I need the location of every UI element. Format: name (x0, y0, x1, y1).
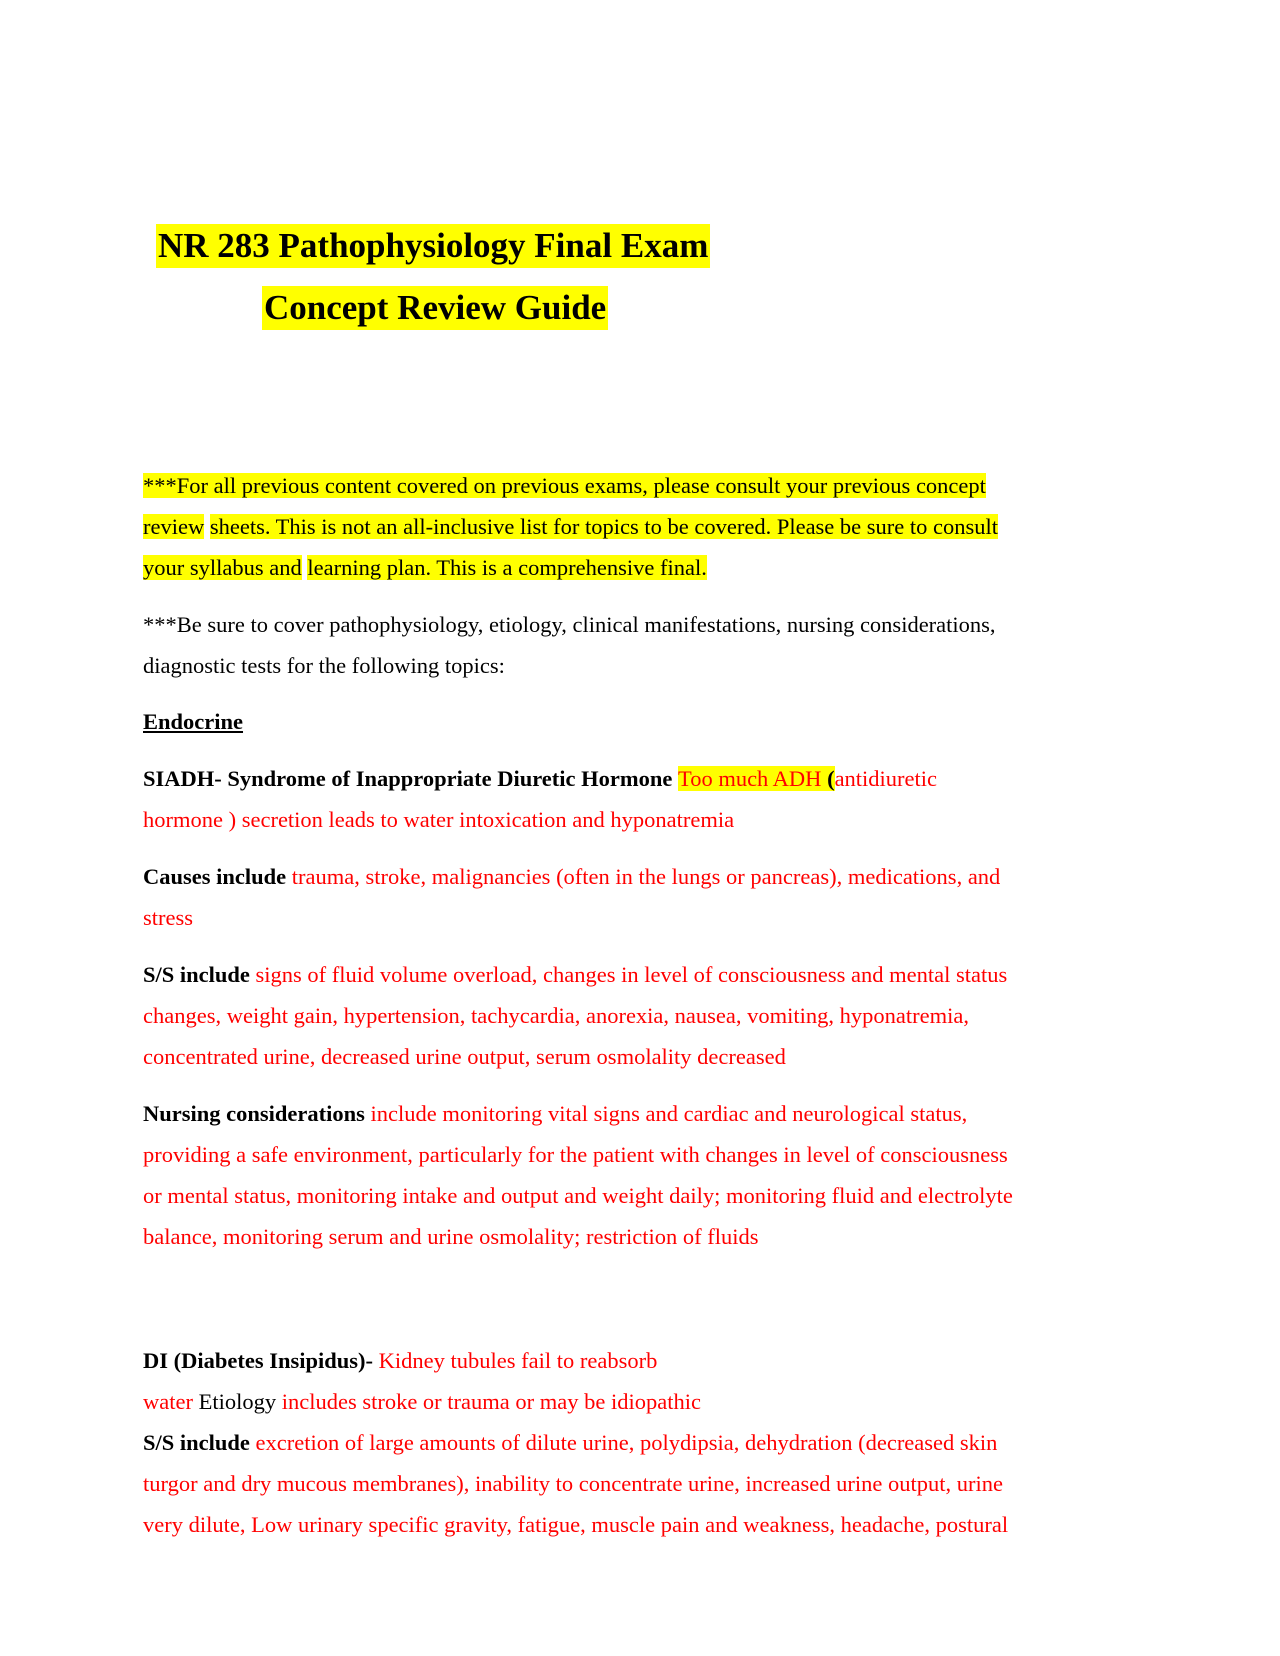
answer-text: concentrated urine, decreased urine output, serum osmolality decreased (143, 1044, 786, 1069)
text-line (143, 605, 996, 645)
answer-text: trauma, stroke, malignancies (often in the lungs or pancreas), medications, and (291, 864, 1001, 889)
bold-label: Causes include (143, 864, 292, 889)
text-line (143, 1341, 657, 1381)
text-line (143, 1423, 997, 1463)
bold-label: S/S include (143, 962, 256, 987)
text-line (143, 646, 505, 686)
answer-text: very dilute, Low urinary specific gravity, fatigue, muscle pain and weakness, headache, postural (143, 1512, 1009, 1537)
answer-text: turgor and dry mucous membranes), inability to concentrate urine, increased urine output, urine (143, 1471, 1003, 1496)
text-line (143, 1464, 1003, 1504)
text-segment (204, 514, 210, 539)
text-segment: Etiology (192, 1389, 282, 1414)
answer-text: Too much ADH (678, 766, 828, 791)
answer-text: signs of fluid volume overload, changes in level of consciousness and mental status (255, 962, 1008, 987)
answer-text: changes, weight gain, hypertension, tachycardia, anorexia, nausea, vomiting, hyponatremia, (143, 1003, 969, 1028)
document-title-line-2: Concept Review Guide (262, 286, 608, 330)
answer-text: excretion of large amounts of dilute urine, polydipsia, dehydration (decreased skin (255, 1430, 998, 1455)
section-heading: Endocrine (143, 709, 244, 734)
text-segment: review (143, 514, 205, 539)
text-line (143, 857, 1000, 897)
text-line (143, 1217, 759, 1257)
text-line (143, 507, 998, 547)
text-line (143, 996, 969, 1036)
bold-label: S/S include (143, 1430, 256, 1455)
text-segment: ***For all previous content covered on previous exams, please consult your previous concept (143, 473, 986, 498)
text-segment: diagnostic tests for the following topics: (143, 653, 505, 678)
text-line (143, 1135, 1008, 1175)
answer-text: hormone ) secretion leads to water intoxication and hyponatremia (143, 807, 735, 832)
answer-text: include monitoring vital signs and cardiac and neurological status, (370, 1101, 968, 1126)
text-line (143, 898, 193, 938)
bold-label: SIADH- Syndrome of Inappropriate Diuretic Hormone (143, 766, 679, 791)
text-line (143, 548, 707, 588)
answer-text: includes stroke or trauma or may be idiopathic (281, 1389, 701, 1414)
answer-text: or mental status, monitoring intake and output and weight daily; monitoring fluid and electrolyte (143, 1183, 1013, 1208)
text-line (143, 955, 1007, 995)
bold-label: ( (827, 766, 835, 791)
answer-text: antidiuretic (834, 766, 938, 791)
text-segment: learning plan. This is a comprehensive final. (307, 555, 707, 580)
answer-text: stress (143, 905, 193, 930)
text-line (143, 1176, 1013, 1216)
text-line (143, 1382, 701, 1422)
bold-label: DI (Diabetes Insipidus)- (143, 1348, 379, 1373)
answer-text: Kidney tubules fail to reabsorb (378, 1348, 658, 1373)
text-line (143, 702, 243, 742)
bold-label: Nursing considerations (143, 1101, 371, 1126)
text-line (143, 1505, 1008, 1545)
text-line (143, 759, 937, 799)
text-segment: sheets. This is not an all-inclusive list for topics to be covered. Please be sure to consult (209, 514, 999, 539)
text-line (143, 466, 986, 506)
text-line (143, 1094, 967, 1134)
answer-text: balance, monitoring serum and urine osmolality; restriction of fluids (143, 1224, 759, 1249)
document-title-line-1: NR 283 Pathophysiology Final Exam (156, 224, 710, 268)
text-segment: your syllabus and (143, 555, 302, 580)
text-segment: ***Be sure to cover pathophysiology, etiology, clinical manifestations, nursing considerations, (143, 612, 996, 637)
answer-text: water (143, 1389, 193, 1414)
answer-text: providing a safe environment, particularly for the patient with changes in level of consciousness (143, 1142, 1008, 1167)
text-line (143, 800, 734, 840)
text-line (143, 1037, 786, 1077)
